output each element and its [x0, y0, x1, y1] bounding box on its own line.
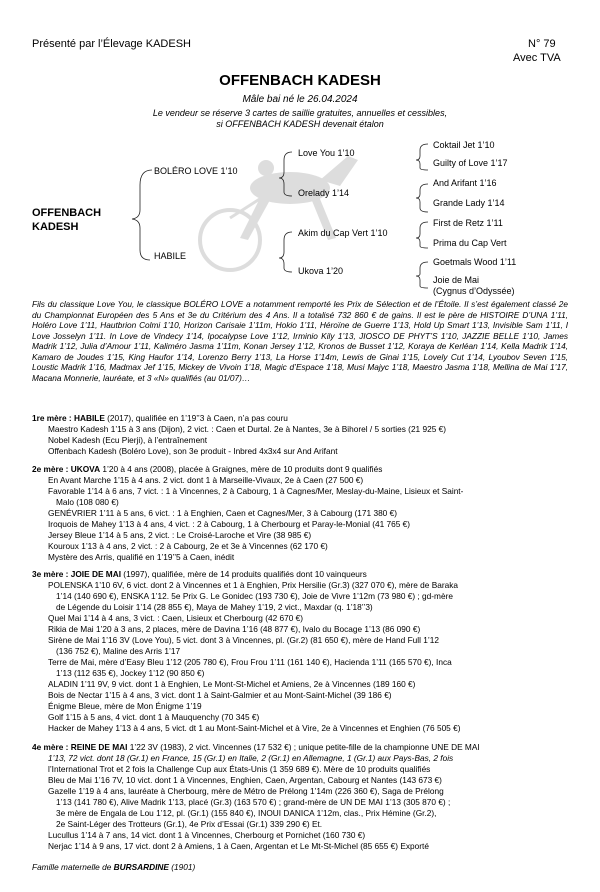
seller-note-line1: Le vendeur se réserve 3 cartes de saillie gratuites, annuelles et cessibles,	[152, 108, 448, 118]
mere4-line: Gazelle 1’19 à 4 ans, lauréate à Cherbourg, mère de Métro de Prélong 1’14m (226 360 €), Saga de Prélong	[48, 786, 444, 796]
mere4-line: l’International Trot et 2 fois la Challenge Cup aux États-Unis (1 359 689 €). Mère de 10 produits qualifiés	[48, 764, 431, 774]
mere4-heading	[32, 742, 572, 753]
mere1-title: 1re mère : HABILE	[32, 413, 105, 423]
mere3-line: Rikia de Mai 1’20 à 3 ans, 2 places, mère de Davina 1’16 (48 877 €), Ivalo du Bocage 1’13 (86 090 €)	[48, 624, 421, 634]
maternal-family	[32, 862, 572, 873]
mere3-line: 1’13 (112 635 €), Jockey 1’12 (90 850 €)	[56, 668, 205, 678]
seller-note-line2: si OFFENBACH KADESH devenait étalon	[216, 119, 384, 129]
pedigree-sire-dam: Orelady 1’14	[298, 188, 350, 198]
mere2-line: Iroquois de Mahey 1’13 à 4 ans, 4 vict. : 2 à Cabourg, 1 à Cherbourg et Paray-le-Monial (41 765 €)	[48, 519, 411, 529]
mere1-heading	[32, 413, 572, 424]
pedigree-g4: Grande Lady 1’14	[433, 198, 505, 208]
mere2-line: Mystère des Arris, qualifié en 1’19’’5 à Caen, inédit	[48, 552, 235, 562]
mere4-title: 4e mère : REINE DE MAI	[32, 742, 128, 752]
mere4-line: 1’13, 72 vict. dont 18 (Gr.1) en France, 15 (Gr.1) en Italie, 2 (Gr.1) en Allemagne, 1 (Gr.1) aux Pays-Bas, 2 fois	[48, 753, 454, 763]
lot-number: N° 79	[528, 38, 556, 50]
sire-description: Fils du classique Love You, le classique BOLÉRO LOVE a notamment remporté les Prix de Sélection et de l’Étoile. Il s’est également classé 2e du Championnat Européen des 5 Ans et 3e du Critérium des 4 Ans. Il a totalisé 732 860 € de gains. Il est le père de HISTOIRE D’UNA 1’11, Holéro Love 1’11, Hautbrion Colmi 1’10, Horizon Carisaie 1’11m, Hokio 1’11, Héroïne de Guerre 1’13, Hold Up Smart 1’13, Invisible Sam 1’11, I Love Josselyn 1’11. In Love de Vindecy 1’14, Ipocalypse Love 1’12, Irminio Kily 1’13, JIOSCO DE PHYT’S 1’10, JAZZIE BELLE 1’10, James Madrik 1’12, Julia d’Amour 1’11, Kaliméro Jasma 1’11m, Konan Jersey 1’12, Kronos de Busset 1’12, Koraya de Kerléan 1’14, Kella Madrik 1’14, Kamaro de Joudes 1’15, King Haufor 1’14, Lorenzo Berry 1’13, La Horse 1’14m, Lewis de Ginai 1’15, Lovely Cut 1’14, Lyoubov Seven 1’15, Loustic Madrik 1’16, Madmax Jef 1’15, Mickey de Vivoin 1’18, Magic d’Espace 1’18, Musi Majyc 1’18, Maestro Jasma 1’18, Mellina de Mai 1’17, Macana Monnerie, lauréate, et 3 «N» qualifiés (au 01/07)…	[32, 299, 568, 383]
pedigree-sire-sire: Love You 1’10	[298, 148, 355, 158]
mere3-title: 3e mère : JOIE DE MAI	[32, 569, 121, 579]
mere3-line: Hacker de Mahey 1’13 à 4 ans, 5 vict. dt 1 au Mont-Saint-Michel et à Vire, 2e à Vincennes et Enghien (76 505 €)	[48, 723, 461, 733]
mere3-line: POLENSKA 1’10 6V, 6 vict. dont 2 à Vincennes et 1 à Enghien, Prix Hersilie (Gr.3) (327 070 €), mère de Baraka	[48, 580, 459, 590]
maternal-family-name: BURSARDINE	[113, 862, 169, 872]
pedigree-subject-line2: KADESH	[32, 221, 79, 233]
mere2-line: Kouroux 1’13 à 4 ans, 2 vict. : 2 à Cabourg, 2e et 3e à Vincennes (62 170 €)	[48, 541, 328, 551]
mere4-line: 3e mère de Engala de Lou 1’12, pl. (Gr.1) (155 840 €), INOUI DANICA 1’12m, clas., Prix Hémine (Gr.2),	[56, 808, 437, 818]
mere1-rest: (2017), qualifiée en 1’19’’3 à Caen, n’a pas couru	[104, 413, 288, 423]
mere4-line: Nerjac 1’14 à 9 ans, 17 vict. dont 2 à Amiens, 1 à Caen, Argentan et Le Mt-St-Michel (85 655 €) Exporté	[48, 841, 429, 851]
pedigree-g7: Goetmals Wood 1’11	[433, 257, 517, 267]
horse-description: Mâle bai né le 26.04.2024	[242, 94, 358, 105]
pedigree-g3: And Arifant 1’16	[433, 178, 497, 188]
mere4-line: 1’13 (141 780 €), Alive Madrik 1’13, placé (Gr.3) (163 570 €) ; grand-mère de UN DE MAI 1’13 (305 870 €) ;	[56, 797, 451, 807]
mere3-heading	[32, 569, 572, 580]
mere3-line: 1’14 (140 690 €), ENSKA 1’12. 5e Prix G. Le Gonidec (193 730 €), Joie de Vivre 1’12m (73 980 €) ; gd-mère	[56, 591, 453, 601]
mere3-line: Terre de Mai, mère d’Easy Bleu 1’12 (205 780 €), Frou Frou 1’11 (161 140 €), Hacienda 1’11 (165 570 €), Inca	[48, 657, 452, 667]
maternal-family-year: (1901)	[168, 862, 196, 872]
mere3-rest: (1997), qualifiée, mère de 14 produits qualifiés dont 10 vainqueurs	[121, 569, 367, 579]
mere3-line: Bois de Nectar 1’15 à 4 ans, 3 vict. dont 1 à Saint-Galmier et au Mont-Saint-Michel (39 186 €)	[48, 690, 392, 700]
mere3-line: ALADIN 1’11 9V, 9 vict. dont 1 à Enghien, Le Mont-St-Michel et Amiens, 2e à Vincennes (189 160 €)	[48, 679, 416, 689]
mere3-line: de Légende du Loisir 1’14 (28 855 €), Maya de Mahey 1’19, 2 vict., Maxdar (q. 1’18’’3)	[56, 602, 373, 612]
pedigree-g5: First de Retz 1’11	[433, 218, 503, 228]
mere2-heading	[32, 464, 572, 475]
mere1-line: Maestro Kadesh 1’15 à 3 ans (Dijon), 2 vict. : Caen et Durtal. 2e à Nantes, 3e à Bihorel / 5 sorties (21 925 €)	[48, 424, 446, 434]
pedigree-sire: BOLÉRO LOVE 1’10	[154, 166, 238, 176]
pedigree-dam-dam: Ukova 1’20	[298, 266, 344, 276]
mere2-line: Favorable 1’14 à 6 ans, 7 vict. : 1 à Vincennes, 2 à Cabourg, 1 à Cagnes/Mer, Meslay-du-Maine, Lisieux et Saint-	[48, 486, 464, 496]
mere1-line: Nobel Kadesh (Ecu Pierji), à l’entraînement	[48, 435, 208, 445]
mere3-line: Énigme Bleue, mère de Mon Énigme 1’19	[48, 701, 202, 711]
maternal-family-label: Famille maternelle de	[32, 862, 114, 872]
mere4-line: 2e Saint-Léger des Trotteurs (Gr.1), 4e Prix d’Essai (Gr.1) 339 290 €) Et.	[56, 819, 323, 829]
mere3-line: Sirène de Mai 1’16 3V (Love You), 5 vict. dont 3 à Vincennes, pl. (Gr.2) (81 650 €), mère de Hand Full 1’12	[48, 635, 439, 645]
pedigree-g1: Coktail Jet 1’10	[433, 140, 495, 150]
pedigree-dam: HABILE	[154, 251, 187, 261]
pedigree-subject-line1: OFFENBACH	[32, 207, 102, 219]
mere2-rest: 1’20 à 4 ans (2008), placée à Graignes, mère de 10 produits dont 9 qualifiés	[100, 464, 383, 474]
pedigree-g8: Joie de Mai	[433, 275, 480, 285]
pedigree-g6: Prima du Cap Vert	[433, 238, 507, 248]
mere4-line: Lucullus 1’14 à 7 ans, 14 vict. dont 1 à Vincennes, Cherbourg et Pornichet (160 730 €)	[48, 830, 366, 840]
mere3-line: Quel Mai 1’14 à 4 ans, 3 vict. : Caen, Lisieux et Cherbourg (42 670 €)	[48, 613, 304, 623]
mere2-line: En Avant Marche 1’15 à 4 ans. 2 vict. dont 1 à Marseille-Vivaux, 2e à Caen (27 500 €)	[48, 475, 364, 485]
mere2-line: Malo (108 080 €)	[56, 497, 119, 507]
vat-label: Avec TVA	[513, 52, 561, 64]
mere2-line: Jersey Bleue 1’14 à 5 ans, 2 vict. : Le Croisé-Laroche et Vire (38 985 €)	[48, 530, 312, 540]
mere2-title: 2e mère : UKOVA	[32, 464, 101, 474]
mere4-line: Bleu de Mai 1’16 7V, 10 vict. dont 1 à Vincennes, Enghien, Caen, Argentan, Cabourg et Nantes (143 673 €)	[48, 775, 442, 785]
pedigree-g8-note: (Cygnus d’Odyssée)	[433, 286, 515, 296]
pedigree-g2: Guilty of Love 1’17	[433, 158, 508, 168]
pedigree-dam-sire: Akim du Cap Vert 1’10	[298, 228, 388, 238]
mere2-line: GENÉVRIER 1’11 à 5 ans, 6 vict. : 1 à Enghien, Caen et Cagnes/Mer, 3 à Cabourg (171 380 €)	[48, 508, 397, 518]
mere3-line: (136 752 €), Maline des Arris 1’17	[56, 646, 181, 656]
horse-name: OFFENBACH KADESH	[219, 72, 381, 89]
mere4-rest: 1’22 3V (1983), 2 vict. Vincennes (17 532 €) ; unique petite-fille de la championne UNE DE MAI	[127, 742, 480, 752]
mere3-line: Golf 1’15 à 5 ans, 4 vict. dont 1 à Mauquenchy (70 345 €)	[48, 712, 260, 722]
mere1-line: Offenbach Kadesh (Boléro Love), son 3e produit - Inbred 4x3x4 sur And Arifant	[48, 446, 338, 456]
presented-by: Présenté par l’Élevage KADESH	[32, 38, 191, 50]
